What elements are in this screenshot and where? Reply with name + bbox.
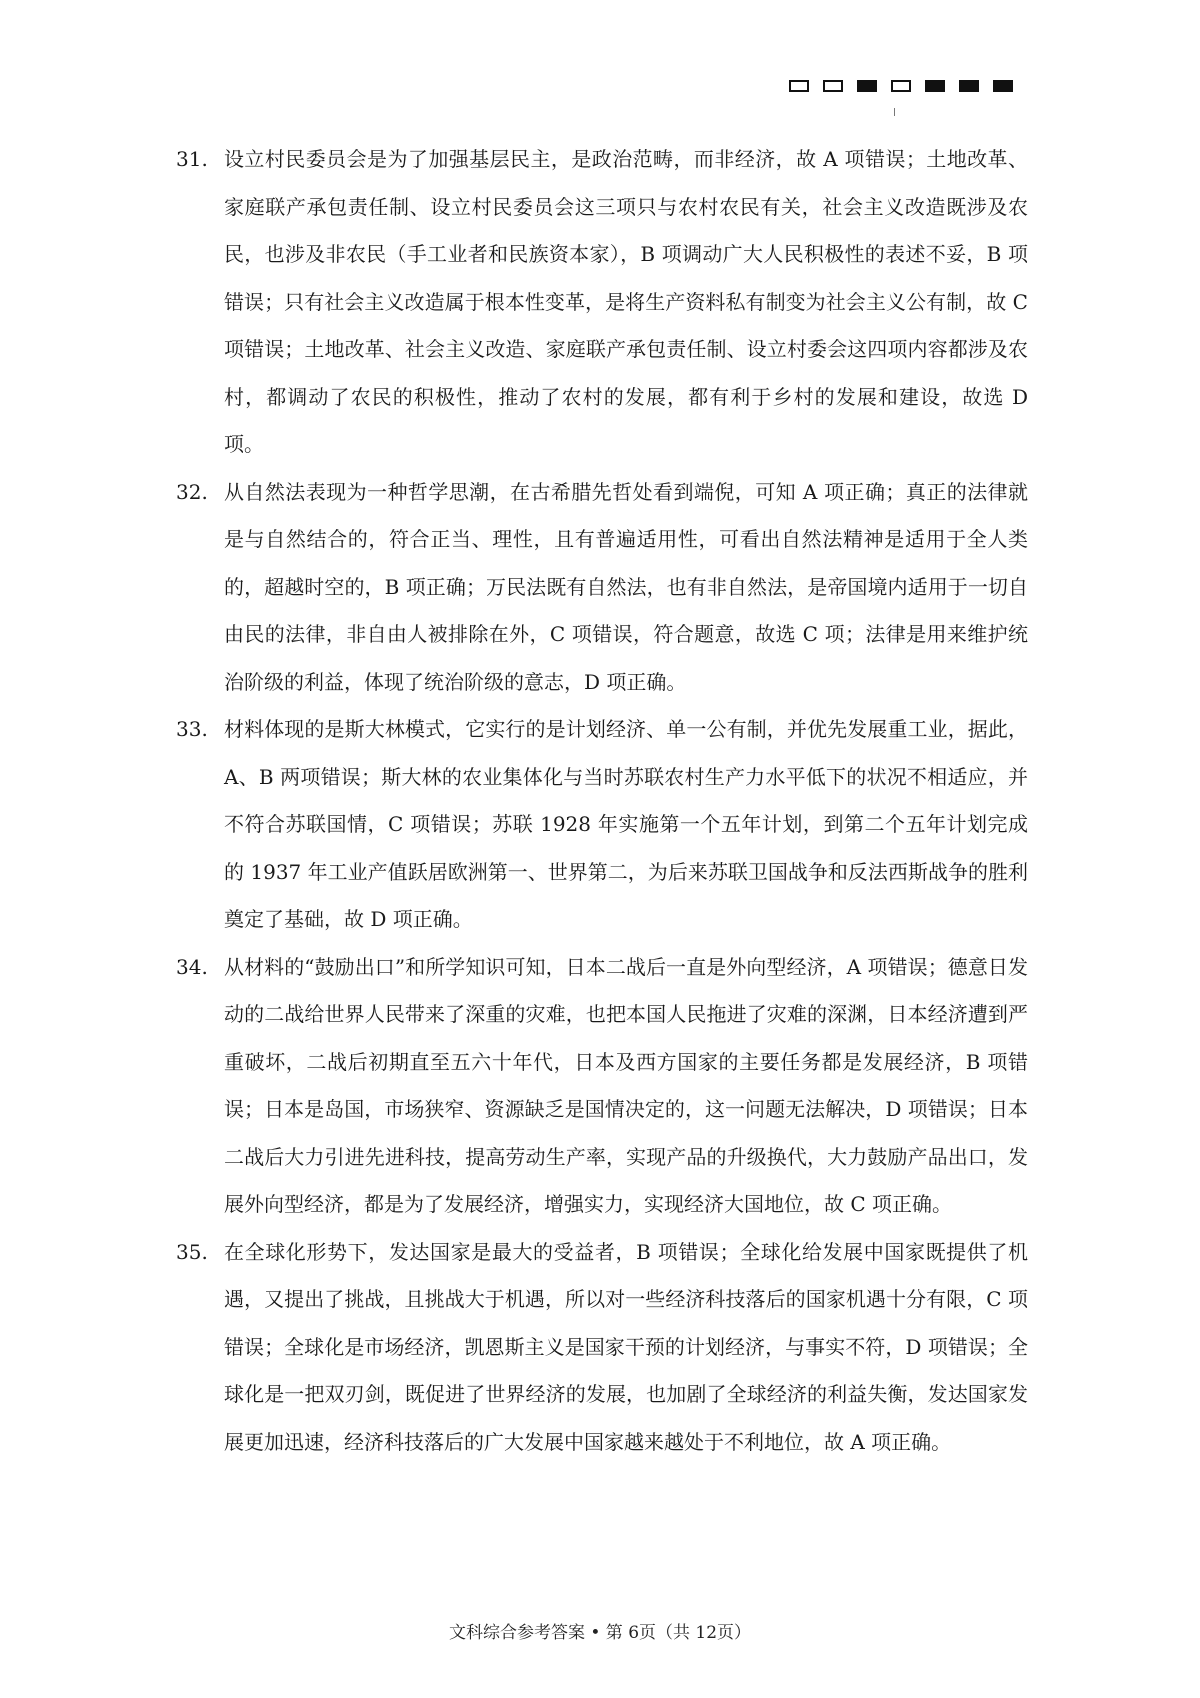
answer-34 [176, 944, 1028, 1229]
solid-square-mark [925, 80, 945, 92]
header-marks [789, 80, 1013, 92]
answer-text: 从自然法表现为一种哲学思潮，在古希腊先哲处看到端倪，可知 A 项正确；真正的法律就是与自然结合的，符合正当、理性，且有普遍适用性，可看出自然法精神是适用于全人类的，超越时空的，B 项正确；万民法既有自然法，也有非自然法，是帝国境内适用于一切自由民的法律，非自由人被排除在外，C 项错误，符合题意，故选 C 项；法律是用来维护统治阶级的利益，体现了统治阶级的意志，D 项正确。 [224, 479, 1028, 694]
header-tick-mark [894, 108, 895, 116]
answer-number: 33. [176, 717, 208, 741]
solid-square-mark [959, 80, 979, 92]
answer-number: 35. [176, 1239, 208, 1264]
solid-square-mark [857, 80, 877, 92]
answer-number: 31. [176, 147, 208, 171]
hollow-square-mark [823, 80, 843, 92]
answer-number: 34. [176, 954, 208, 979]
answer-text: 材料体现的是斯大林模式，它实行的是计划经济、单一公有制，并优先发展重工业，据此，A、B 两项错误；斯大林的农业集体化与当时苏联农村生产力水平低下的状况不相适应，并不符合苏联国情，C 项错误；苏联 1928 年实施第一个五年计划，到第二个五年计划完成的 1937 年工业产值跃居欧洲第一、世界第二，为后来苏联卫国战争和反法西斯战争的胜利奠定了基础，故 D 项正确。 [224, 717, 1028, 931]
answer-35 [176, 1229, 1028, 1467]
answer-31 [176, 136, 1028, 469]
answer-list [176, 136, 1028, 1466]
answer-text: 从材料的“鼓励出口”和所学知识可知，日本二战后一直是外向型经济，A 项错误；德意日发动的二战给世界人民带来了深重的灾难，也把本国人民拖进了灾难的深渊，日本经济遭到严重破坏，二战后初期直至五六十年代，日本及西方国家的主要任务都是发展经济，B 项错误；日本是岛国，市场狭窄、资源缺乏是国情决定的，这一问题无法解决，D 项错误；日本二战后大力引进先进科技，提高劳动生产率，实现产品的升级换代，大力鼓励产品出口，发展外向型经济，都是为了发展经济，增强实力，实现经济大国地位，故 C 项正确。 [224, 954, 1028, 1216]
hollow-square-mark [891, 80, 911, 92]
answer-33 [176, 706, 1028, 944]
page-footer: 文科综合参考答案 • 第 6页（共 12页） [448, 1623, 752, 1643]
answer-32 [176, 469, 1028, 707]
solid-square-mark [993, 80, 1013, 92]
hollow-square-mark [789, 80, 809, 92]
answer-number: 32. [176, 479, 208, 504]
answer-text: 设立村民委员会是为了加强基层民主，是政治范畴，而非经济，故 A 项错误；土地改革、家庭联产承包责任制、设立村民委员会这三项只与农村农民有关，社会主义改造既涉及农民，也涉及非农民（手工业者和民族资本家），B 项调动广大人民积极性的表述不妥，B 项错误；只有社会主义改造属于根本性变革，是将生产资料私有制变为社会主义公有制，故 C 项错误；土地改革、社会主义改造、家庭联产承包责任制、设立村委会这四项内容都涉及农村，都调动了农民的积极性，推动了农村的发展，都有利于乡村的发展和建设，故选 D 项。 [224, 147, 1028, 456]
answer-text: 在全球化形势下，发达国家是最大的受益者，B 项错误；全球化给发展中国家既提供了机遇，又提出了挑战，且挑战大于机遇，所以对一些经济科技落后的国家机遇十分有限，C 项错误；全球化是市场经济，凯恩斯主义是国家干预的计划经济，与事实不符，D 项错误；全球化是一把双刃剑，既促进了世界经济的发展，也加剧了全球经济的利益失衡，发达国家发展更加迅速，经济科技落后的广大发展中国家越来越处于不利地位，故 A 项正确。 [224, 1239, 1028, 1454]
